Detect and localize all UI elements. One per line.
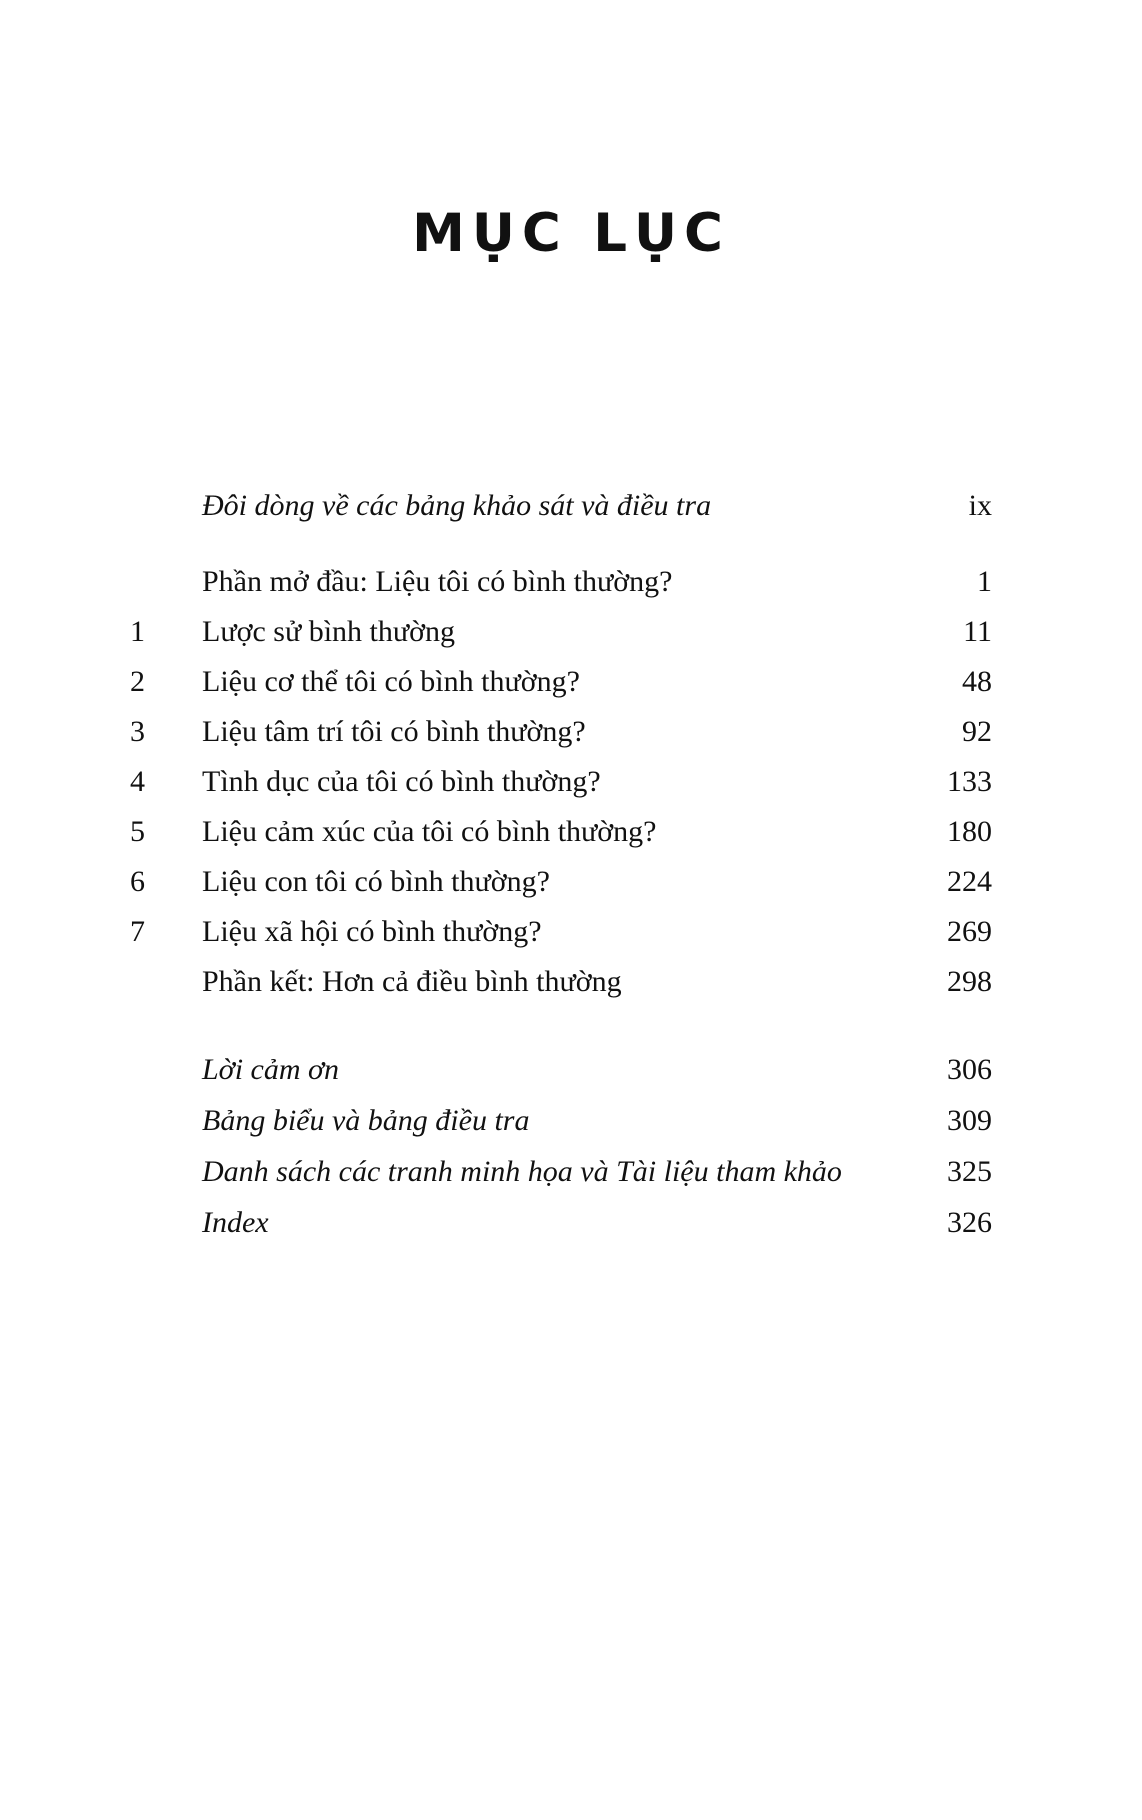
toc-entry-page: 133 <box>947 765 992 799</box>
toc-entry[interactable] <box>130 817 992 847</box>
toc-group-front-matter <box>130 491 992 521</box>
toc-entry-number: 1 <box>130 615 145 649</box>
toc-entry-label: Liệu con tôi có bình thường? <box>202 865 550 899</box>
toc-entry[interactable] <box>130 617 992 647</box>
toc-entry-page: 180 <box>947 815 992 849</box>
toc-entry-number: 7 <box>130 915 145 949</box>
toc-entry-number: 2 <box>130 665 145 699</box>
toc-entry-number: 5 <box>130 815 145 849</box>
toc-entry[interactable] <box>130 867 992 897</box>
toc-entry-label: Lời cảm ơn <box>202 1053 340 1087</box>
toc-entry-page: 92 <box>962 715 992 749</box>
toc-entry-label: Tình dục của tôi có bình thường? <box>202 765 601 799</box>
toc-entry[interactable] <box>130 967 992 997</box>
toc-entry-page: 326 <box>947 1206 992 1240</box>
toc-entry-label: Liệu cơ thể tôi có bình thường? <box>202 665 580 699</box>
toc-group-back-matter <box>130 1055 992 1238</box>
toc-entry-page: 11 <box>963 615 992 649</box>
toc-entry-label: Bảng biểu và bảng điều tra <box>202 1104 530 1138</box>
toc-entry[interactable] <box>130 1106 992 1136</box>
toc-entry-label: Liệu tâm trí tôi có bình thường? <box>202 715 586 749</box>
toc-entry-page: 269 <box>947 915 992 949</box>
toc-list <box>0 491 1142 1238</box>
toc-entry[interactable] <box>130 1157 992 1187</box>
toc-entry-number: 3 <box>130 715 145 749</box>
toc-entry-page: 1 <box>977 565 992 599</box>
page-title: MỤC LỤC <box>412 203 730 264</box>
toc-entry-label: Liệu cảm xúc của tôi có bình thường? <box>202 815 657 849</box>
toc-entry-label: Danh sách các tranh minh họa và Tài liệu tham khảo <box>202 1155 842 1189</box>
toc-entry-label: Lược sử bình thường <box>202 615 455 649</box>
toc-entry[interactable] <box>130 1208 992 1238</box>
toc-entry-label: Liệu xã hội có bình thường? <box>202 915 542 949</box>
toc-entry[interactable] <box>130 491 992 521</box>
toc-entry-label: Đôi dòng về các bảng khảo sát và điều tra <box>202 489 712 523</box>
toc-entry-page: ix <box>968 489 992 523</box>
toc-entry-label: Index <box>202 1206 269 1240</box>
toc-entry-page: 309 <box>947 1104 992 1138</box>
toc-page <box>0 205 1142 1820</box>
toc-entry[interactable] <box>130 917 992 947</box>
toc-entry-number: 4 <box>130 765 145 799</box>
toc-group-chapters <box>130 567 992 997</box>
toc-entry-page: 306 <box>947 1053 992 1087</box>
toc-entry-label: Phần mở đầu: Liệu tôi có bình thường? <box>202 565 673 599</box>
toc-entry-page: 224 <box>947 865 992 899</box>
toc-entry[interactable] <box>130 767 992 797</box>
toc-entry-page: 325 <box>947 1155 992 1189</box>
toc-entry-label: Phần kết: Hơn cả điều bình thường <box>202 965 622 999</box>
toc-entry-page: 48 <box>962 665 992 699</box>
toc-entry-number: 6 <box>130 865 145 899</box>
toc-entry[interactable] <box>130 567 992 597</box>
toc-entry[interactable] <box>130 1055 992 1085</box>
toc-entry[interactable] <box>130 717 992 747</box>
toc-entry[interactable] <box>130 667 992 697</box>
toc-entry-page: 298 <box>947 965 992 999</box>
